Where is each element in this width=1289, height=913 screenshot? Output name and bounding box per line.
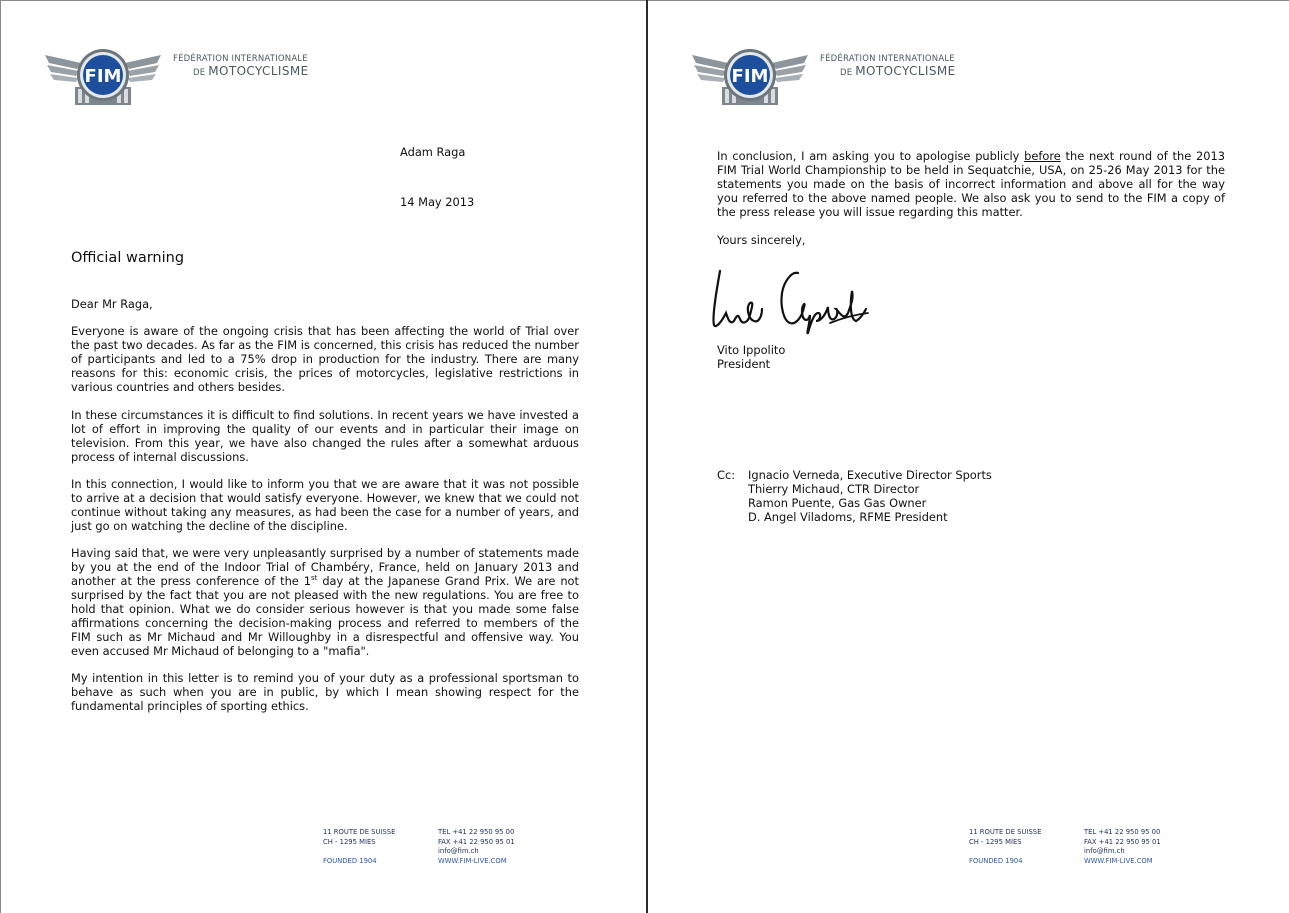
cc-item: Ramon Puente, Gas Gas Owner — [748, 496, 927, 510]
signer-title: President — [717, 357, 771, 371]
footer-contact: TEL +41 22 950 95 00 FAX +41 22 950 95 01 info@fim.ch WWW.FIM-LIVE.COM — [1084, 828, 1204, 866]
footer-website[interactable]: WWW.FIM-LIVE.COM — [438, 856, 507, 865]
fim-letterhead — [43, 43, 363, 109]
org-name — [173, 54, 309, 80]
fim-letterhead — [690, 43, 1010, 109]
letter-subject: Official warning — [71, 250, 185, 266]
letter-page-2 — [648, 0, 1289, 913]
cc-item: Ignacio Verneda, Executive Director Sports — [748, 468, 992, 482]
signature-image — [710, 263, 870, 335]
cc-label: Cc: — [717, 468, 736, 482]
paragraph-4: Having said that, we were very unpleasantly surprised by a number of statements made by you at the end of the Indoor Trial of Chambéry, France, held on January 2013 and another at the press conference of the 1st day at the Japanese Grand Prix. We are not surprised by the fact that you are not pleased with the new regulations. You are free to hold that opinion. What we do consider serious however is that you made some false affirmations concerning the decision-making process and referred to members of the FIM such as Mr Michaud and Mr Willoughby in a disrespectful and offensive way. You even accused Mr Michaud of belonging to a "mafia". — [71, 546, 579, 658]
recipient-name: Adam Raga — [400, 145, 466, 159]
salutation: Dear Mr Raga, — [71, 297, 153, 311]
paragraph-2: In these circumstances it is difficult to find solutions. In recent years we have invested a lot of effort in improving the quality of our events and in particular their image on television. From this year, we have also changed the rules after a somewhat arduous process of internal discussions. — [71, 408, 579, 464]
closing: Yours sincerely, — [717, 233, 806, 247]
paragraph-5: My intention in this letter is to remind you of your duty as a professional sportsman to behave as such when you are in public, by which I mean showing respect for the fundamental principles of sporting ethics. — [71, 671, 579, 713]
signer-name: Vito Ippolito — [717, 343, 786, 357]
fim-logo-icon — [690, 43, 810, 109]
cc-list — [748, 468, 992, 524]
footer-email[interactable]: info@fim.ch — [1084, 847, 1125, 855]
org-name: FÉDÉRATION INTERNATIONALE DE MOTOCYCLISME — [820, 54, 956, 78]
footer-email[interactable]: info@fim.ch — [438, 847, 479, 855]
paragraph-6: In conclusion, I am asking you to apologise publicly before the next round of the 2013 FIM Trial World Championship to be held in Sequatchie, USA, on 25-26 May 2013 for the statements you made on the basis of incorrect information and above all for the way you referred to the above named people. We also ask you to send to the FIM a copy of the press release you will issue regarding this matter. — [717, 149, 1225, 219]
cc-item: D. Angel Viladoms, RFME President — [748, 510, 948, 524]
footer-contact: TEL +41 22 950 95 00 FAX +41 22 950 95 01 info@fim.ch WWW.FIM-LIVE.COM — [438, 828, 558, 866]
org-name-line2: DE MOTOCYCLISME — [193, 64, 309, 78]
footer-address: 11 ROUTE DE SUISSE CH - 1295 MIES FOUNDED 1904 — [323, 828, 396, 865]
org-name-line1: FÉDÉRATION INTERNATIONALE — [173, 54, 308, 64]
cc-item: Thierry Michaud, CTR Director — [748, 482, 920, 496]
footer-website[interactable]: WWW.FIM-LIVE.COM — [1084, 856, 1153, 865]
paragraph-3: In this connection, I would like to inform you that we are aware that it was not possible to arrive at a decision that would satisfy everyone. However, we knew that we could not continue without taking any measures, as had been the case for a number of years, and just go on watching the decline of the discipline. — [71, 477, 579, 533]
footer-address: 11 ROUTE DE SUISSE CH - 1295 MIES FOUNDED 1904 — [969, 828, 1042, 865]
signer-block — [717, 343, 785, 371]
letter-date: 14 May 2013 — [400, 195, 475, 209]
fim-logo-icon — [43, 43, 163, 109]
svg-text:FIM: FIM — [84, 66, 122, 87]
svg-text:FIM: FIM — [731, 66, 769, 87]
paragraph-1: Everyone is aware of the ongoing crisis that has been affecting the world of Trial over the past two decades. As far as the FIM is concerned, this crisis has reduced the number of participants and led to a 75% drop in production for the industry. There are many reasons for this: economic crisis, the prices of motorcycles, legislative restrictions in various countries and others besides. — [71, 324, 579, 394]
